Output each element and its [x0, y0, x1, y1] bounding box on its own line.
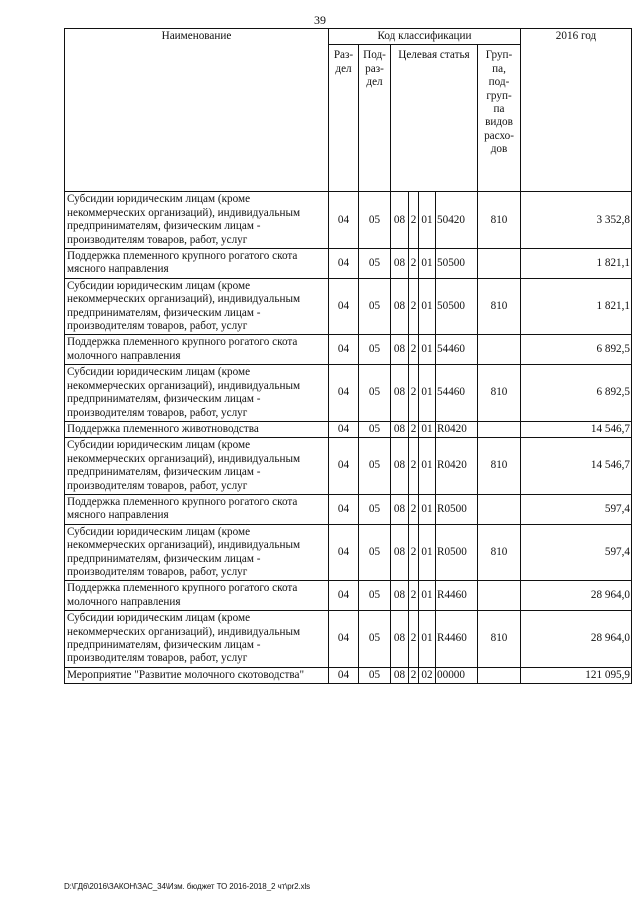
- row-amount: 6 892,5: [521, 365, 632, 422]
- row-name: Субсидии юридическим лицам (кроме некоммерческих организаций), индивидуальным предпринимателям, физическим лицам - производителям товаров, работ, услуг: [65, 278, 329, 335]
- header-name: Наименование: [65, 29, 329, 192]
- row-name: Субсидии юридическим лицам (кроме некоммерческих организаций), индивидуальным предпринимателям, физическим лицам - производителям товаров, работ, услуг: [65, 611, 329, 668]
- row-target-direction: 54460: [436, 365, 478, 422]
- header-row-1: [65, 29, 632, 45]
- row-target-direction: R0500: [436, 494, 478, 524]
- row-section: 04: [329, 524, 359, 581]
- header-code-group: Код классификации: [329, 29, 521, 45]
- row-target-main-event: 01: [419, 581, 436, 611]
- row-expense-type: [478, 581, 521, 611]
- row-expense-type: 810: [478, 611, 521, 668]
- row-name: Мероприятие "Развитие молочного скотоводства": [65, 667, 329, 683]
- row-amount: 14 546,7: [521, 438, 632, 495]
- row-target-main-event: 01: [419, 438, 436, 495]
- row-target-program: 08: [391, 249, 409, 279]
- row-amount: 1 821,1: [521, 278, 632, 335]
- row-target-main-event: 01: [419, 524, 436, 581]
- table-row: [65, 581, 632, 611]
- row-target-subprogram: 2: [409, 667, 419, 683]
- table-row: [65, 192, 632, 249]
- row-subsection: 05: [359, 524, 391, 581]
- row-target-direction: 50500: [436, 249, 478, 279]
- table-body: [65, 192, 632, 684]
- row-target-main-event: 01: [419, 278, 436, 335]
- row-subsection: 05: [359, 421, 391, 437]
- row-target-program: 08: [391, 524, 409, 581]
- row-expense-type: 810: [478, 192, 521, 249]
- row-subsection: 05: [359, 581, 391, 611]
- row-expense-type: 810: [478, 438, 521, 495]
- row-target-direction: 50420: [436, 192, 478, 249]
- row-target-main-event: 01: [419, 192, 436, 249]
- row-expense-type: [478, 335, 521, 365]
- row-target-subprogram: 2: [409, 524, 419, 581]
- row-target-main-event: 01: [419, 494, 436, 524]
- row-name: Субсидии юридическим лицам (кроме некоммерческих организаций), индивидуальным предпринимателям, физическим лицам - производителям товаров, работ, услуг: [65, 438, 329, 495]
- row-subsection: 05: [359, 335, 391, 365]
- row-name: Поддержка племенного крупного рогатого скота мясного направления: [65, 249, 329, 279]
- row-amount: 597,4: [521, 524, 632, 581]
- row-target-direction: R0500: [436, 524, 478, 581]
- row-target-direction: 00000: [436, 667, 478, 683]
- row-target-direction: 54460: [436, 335, 478, 365]
- table-row: [65, 365, 632, 422]
- header-section: Раз- дел: [329, 45, 359, 192]
- row-target-subprogram: 2: [409, 581, 419, 611]
- row-target-subprogram: 2: [409, 335, 419, 365]
- header-subsection: Под- раз- дел: [359, 45, 391, 192]
- row-section: 04: [329, 192, 359, 249]
- row-expense-type: [478, 421, 521, 437]
- row-subsection: 05: [359, 192, 391, 249]
- row-subsection: 05: [359, 438, 391, 495]
- table-row: [65, 524, 632, 581]
- row-name: Поддержка племенного крупного рогатого скота молочного направления: [65, 581, 329, 611]
- row-expense-type: 810: [478, 365, 521, 422]
- table-row: [65, 249, 632, 279]
- row-target-program: 08: [391, 667, 409, 683]
- row-expense-type: [478, 249, 521, 279]
- table-row: [65, 438, 632, 495]
- row-amount: 28 964,0: [521, 611, 632, 668]
- row-target-subprogram: 2: [409, 421, 419, 437]
- row-section: 04: [329, 278, 359, 335]
- table-row: [65, 611, 632, 668]
- row-name: Поддержка племенного животноводства: [65, 421, 329, 437]
- row-section: 04: [329, 249, 359, 279]
- row-target-program: 08: [391, 581, 409, 611]
- row-target-main-event: 01: [419, 365, 436, 422]
- row-amount: 121 095,9: [521, 667, 632, 683]
- row-target-main-event: 01: [419, 611, 436, 668]
- row-target-program: 08: [391, 438, 409, 495]
- row-amount: 6 892,5: [521, 335, 632, 365]
- row-subsection: 05: [359, 365, 391, 422]
- row-name: Субсидии юридическим лицам (кроме некоммерческих организаций), индивидуальным предпринимателям, физическим лицам - производителям товаров, работ, услуг: [65, 192, 329, 249]
- row-amount: 597,4: [521, 494, 632, 524]
- header-year: 2016 год: [521, 29, 632, 192]
- row-name: Субсидии юридическим лицам (кроме некоммерческих организаций), индивидуальным предпринимателям, физическим лицам - производителям товаров, работ, услуг: [65, 365, 329, 422]
- row-target-direction: R0420: [436, 421, 478, 437]
- row-target-main-event: 01: [419, 335, 436, 365]
- row-expense-type: 810: [478, 278, 521, 335]
- row-target-program: 08: [391, 421, 409, 437]
- table-row: [65, 335, 632, 365]
- budget-table: [64, 28, 632, 684]
- row-target-main-event: 02: [419, 667, 436, 683]
- row-target-direction: 50500: [436, 278, 478, 335]
- row-target-subprogram: 2: [409, 438, 419, 495]
- row-amount: 28 964,0: [521, 581, 632, 611]
- row-name: Поддержка племенного крупного рогатого скота мясного направления: [65, 494, 329, 524]
- row-section: 04: [329, 581, 359, 611]
- row-target-subprogram: 2: [409, 611, 419, 668]
- row-section: 04: [329, 365, 359, 422]
- row-target-program: 08: [391, 192, 409, 249]
- row-amount: 1 821,1: [521, 249, 632, 279]
- row-subsection: 05: [359, 667, 391, 683]
- row-target-main-event: 01: [419, 421, 436, 437]
- row-subsection: 05: [359, 494, 391, 524]
- row-target-subprogram: 2: [409, 278, 419, 335]
- header-expense: Груп- па, под- груп- па видов расхо- дов: [478, 45, 521, 192]
- header-target: Целевая статья: [391, 45, 478, 192]
- row-expense-type: [478, 667, 521, 683]
- row-target-program: 08: [391, 365, 409, 422]
- row-target-program: 08: [391, 278, 409, 335]
- row-section: 04: [329, 438, 359, 495]
- table-row: [65, 494, 632, 524]
- row-subsection: 05: [359, 611, 391, 668]
- row-target-direction: R4460: [436, 581, 478, 611]
- row-target-direction: R0420: [436, 438, 478, 495]
- row-section: 04: [329, 611, 359, 668]
- row-target-subprogram: 2: [409, 494, 419, 524]
- row-target-program: 08: [391, 611, 409, 668]
- row-section: 04: [329, 494, 359, 524]
- row-expense-type: 810: [478, 524, 521, 581]
- table-row: [65, 421, 632, 437]
- page-number: 39: [314, 13, 326, 27]
- table-row: [65, 667, 632, 683]
- row-target-subprogram: 2: [409, 192, 419, 249]
- row-target-subprogram: 2: [409, 249, 419, 279]
- row-name: Субсидии юридическим лицам (кроме некоммерческих организаций), индивидуальным предпринимателям, физическим лицам - производителям товаров, работ, услуг: [65, 524, 329, 581]
- row-subsection: 05: [359, 249, 391, 279]
- row-target-main-event: 01: [419, 249, 436, 279]
- row-section: 04: [329, 335, 359, 365]
- row-subsection: 05: [359, 278, 391, 335]
- row-name: Поддержка племенного крупного рогатого скота молочного направления: [65, 335, 329, 365]
- table-header: [65, 29, 632, 192]
- row-section: 04: [329, 421, 359, 437]
- row-section: 04: [329, 667, 359, 683]
- footer-file-path: D:\ГД6\2016\ЗАКОН\ЗАС_34\Изм. бюджет ТО 2016-2018_2 чт\pr2.xls: [64, 882, 311, 891]
- row-expense-type: [478, 494, 521, 524]
- row-target-program: 08: [391, 494, 409, 524]
- row-amount: 14 546,7: [521, 421, 632, 437]
- row-target-program: 08: [391, 335, 409, 365]
- row-target-subprogram: 2: [409, 365, 419, 422]
- row-target-direction: R4460: [436, 611, 478, 668]
- table-row: [65, 278, 632, 335]
- row-amount: 3 352,8: [521, 192, 632, 249]
